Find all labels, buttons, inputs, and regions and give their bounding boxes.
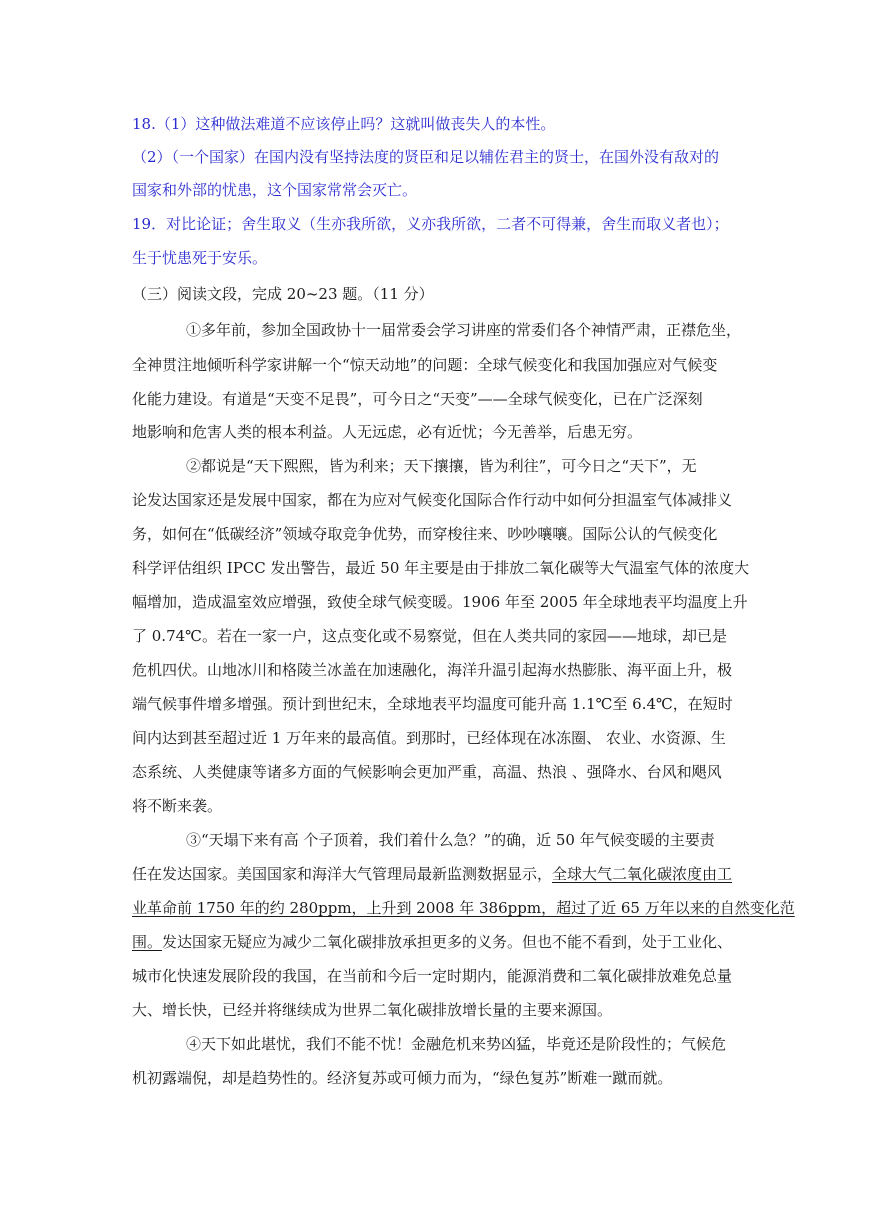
answer-18-2-line-2: 国家和外部的忧患，这个国家常常会灭亡。 bbox=[132, 181, 418, 199]
passage-p2-line: 论发达国家还是发展中国家，都在为应对气候变化国际合作行动中如何分担温室气体减排义 bbox=[132, 491, 733, 509]
passage-p4-line: ④天下如此堪忧，我们不能不忧！金融危机来势凶猛，毕竟还是阶段性的；气候危 bbox=[186, 1035, 727, 1053]
answer-18-2-line-1: （2）（一个国家）在国内没有坚持法度的贤臣和足以辅佐君主的贤士，在国外没有敌对的 bbox=[132, 148, 720, 166]
section-heading: （三）阅读文段，完成 20~23 题。（11 分） bbox=[132, 285, 434, 303]
answer-18-1: 18.（1）这种做法难道不应该停止吗？这就叫做丧失人的本性。 bbox=[132, 115, 556, 133]
passage-p2-line: 科学评估组织 IPCC 发出警告，最近 50 年主要是由于排放二氧化碳等大气温室气体的浓度大 bbox=[132, 559, 750, 577]
passage-p4-line: 机初露端倪，却是趋势性的。经济复苏或可倾力而为，“绿色复苏”断难一蹴而就。 bbox=[132, 1069, 673, 1087]
passage-p1-line: 化能力建设。有道是“天变不足畏”，可今日之“天变”——全球气候变化，已在广泛深刻 bbox=[132, 390, 703, 408]
passage-p3-line-1: ③“天塌下来有高 个子顶着，我们着什么急？”的确，近 50 年气候变暖的主要责 bbox=[186, 831, 715, 849]
passage-p1-line: ①多年前，参加全国政协十一届常委会学习讲座的常委们各个神情严肃，正襟危坐， bbox=[186, 321, 742, 339]
passage-p3-line-2 bbox=[132, 864, 732, 884]
passage-p3-line-4 bbox=[132, 932, 732, 952]
passage-p2-line: 了 0.74℃。若在一家一户，这点变化或不易察觉，但在人类共同的家园——地球，却已是 bbox=[132, 627, 727, 645]
passage-p1-line: 全神贯注地倾听科学家讲解一个“惊天动地”的问题：全球气候变化和我国加强应对气候变 bbox=[132, 356, 718, 374]
passage-p1-line: 地影响和危害人类的根本利益。人无远虑，必有近忧；今无善举，后患无穷。 bbox=[132, 423, 643, 441]
passage-p3-line-5: 城市化快速发展阶段的我国，在当前和今后一定时期内，能源消费和二氧化碳排放难免总量 bbox=[132, 967, 733, 985]
passage-p2-line: 端气候事件增多增强。预计到世纪末，全球地表平均温度可能升高 1.1℃至 6.4℃，在短时 bbox=[132, 695, 733, 713]
passage-p2-line: 务，如何在“低碳经济”领域夺取竞争优势，而穿梭往来、吵吵嚷嚷。国际公认的气候变化 bbox=[132, 525, 718, 543]
passage-p2-line: 将不断来袭。 bbox=[132, 797, 223, 815]
passage-p2-line: 幅增加，造成温室效应增强，致使全球气候变暖。1906 年至 2005 年全球地表平均温度上升 bbox=[132, 593, 748, 611]
passage-p3-line-3: 业革命前 1750 年的约 280ppm，上升到 2008 年 386ppm，超过了近 65 万年以来的自然变化范 bbox=[132, 899, 795, 917]
underlined-sentence: 全球大气二氧化碳浓度由工 bbox=[552, 865, 733, 883]
passage-p3-line-6: 大、增长快，已经并将继续成为世界二氧化碳排放增长量的主要来源国。 bbox=[132, 1001, 613, 1019]
passage-p2-line: 态系统、人类健康等诸多方面的气候影响会更加严重，高温、热浪 、强降水、台风和飓风 bbox=[132, 763, 722, 781]
passage-p2-line: 危机四伏。山地冰川和格陵兰冰盖在加速融化，海洋升温引起海水热膨胀、海平面上升，极 bbox=[132, 661, 733, 679]
underlined-sentence: 围。 bbox=[132, 933, 163, 951]
passage-text: 任在发达国家。美国国家和海洋大气管理局最新监测数据显示， bbox=[132, 865, 553, 883]
passage-text: 发达国家无疑应为减少二氧化碳排放承担更多的义务。但也不能不看到，处于工业化、 bbox=[162, 933, 733, 951]
passage-p2-line: ②都说是“天下熙熙，皆为利来；天下攘攘，皆为利往”，可今日之“天下”，无 bbox=[186, 457, 697, 475]
answer-19-line-1: 19．对比论证；舍生取义（生亦我所欲，义亦我所欲，二者不可得兼，舍生而取义者也）； bbox=[132, 215, 729, 233]
passage-p2-line: 间内达到甚至超过近 1 万年来的最高值。到那时，已经体现在冰冻圈、 农业、水资源、生 bbox=[132, 729, 726, 747]
answer-19-line-2: 生于忧患死于安乐。 bbox=[132, 249, 268, 267]
